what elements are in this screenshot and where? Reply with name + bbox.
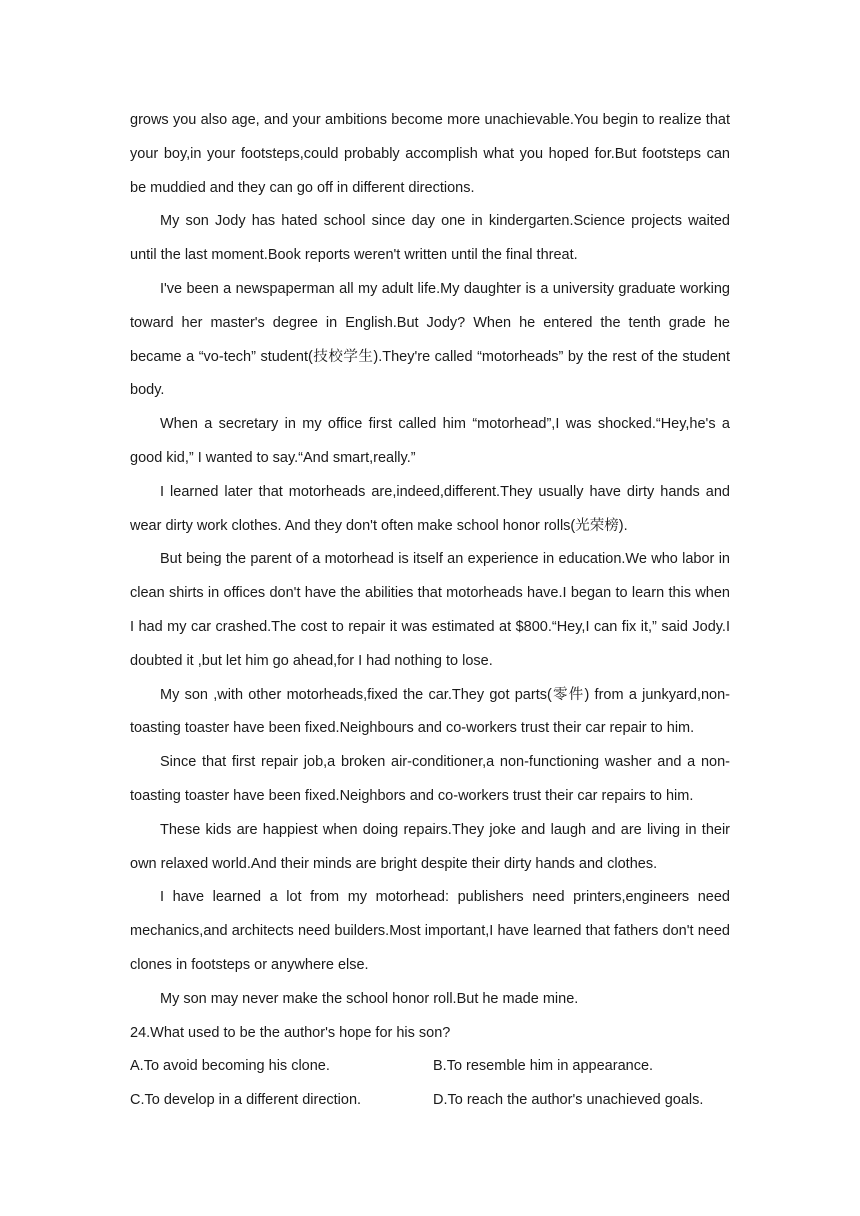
option-a: A.To avoid becoming his clone. xyxy=(130,1058,330,1075)
paragraph: These kids are happiest when doing repairs.They joke and laugh and are living in their own relaxed world.And their minds are bright despite their dirty hands and clothes. xyxy=(130,821,730,872)
paragraph: Since that first repair job,a broken air-conditioner,a non-functioning washer and a non-toasting toaster have been fixed.Neighbors and co-workers trust their car repairs to him. xyxy=(130,754,730,804)
option-d: D.To reach the author's unachieved goals. xyxy=(433,1092,704,1109)
answer-options xyxy=(130,1050,730,1118)
paragraph: My son ,with other motorheads,fixed the car.They got parts(零件) from a junkyard,non-toasting toaster have been fixed.Neighbours and co-workers trust their car repair to him. xyxy=(130,686,730,737)
option-b: B.To resemble him in appearance. xyxy=(433,1058,654,1075)
paragraph: But being the parent of a motorhead is itself an experience in education.We who labor in clean shirts in offices don't have the abilities that motorheads have.I began to learn this when I had my car crashed.The cost to repair it was estimated at $800.“Hey,I can fix it,” said Jody.I doubted it ,but let him go ahead,for I had nothing to lose. xyxy=(130,551,730,669)
paragraph: grows you also age, and your ambitions become more unachievable.You begin to realize that your boy,in your footsteps,could probably accomplish what you hoped for.But footsteps can be muddied and they can go off in different directions. xyxy=(130,112,730,196)
paragraph: I learned later that motorheads are,indeed,different.They usually have dirty hands and wear dirty work clothes. And they don't often make school honor rolls(光荣榜). xyxy=(130,483,730,534)
question-stem: 24.What used to be the author's hope for his son? xyxy=(130,1024,451,1041)
paragraph: My son may never make the school honor roll.But he made mine. xyxy=(160,990,579,1007)
paragraph: When a secretary in my office first called him “motorhead”,I was shocked.“Hey,he's a good kid,” I wanted to say.“And smart,really.” xyxy=(130,416,730,466)
option-c: C.To develop in a different direction. xyxy=(130,1092,362,1109)
article-body xyxy=(130,104,730,1118)
paragraph: I have learned a lot from my motorhead: publishers need printers,engineers need mechanics,and architects need builders.Most important,I have learned that fathers don't need clones in footsteps or anywhere else. xyxy=(130,889,730,973)
paragraph: My son Jody has hated school since day one in kindergarten.Science projects waited until the last moment.Book reports weren't written until the final threat. xyxy=(130,213,730,264)
paragraph: I've been a newspaperman all my adult life.My daughter is a university graduate working toward her master's degree in English.But Jody? When he entered the tenth grade he became a “vo-tech” student(技校学生).They're called “motorheads” by the rest of the student body. xyxy=(130,280,730,399)
